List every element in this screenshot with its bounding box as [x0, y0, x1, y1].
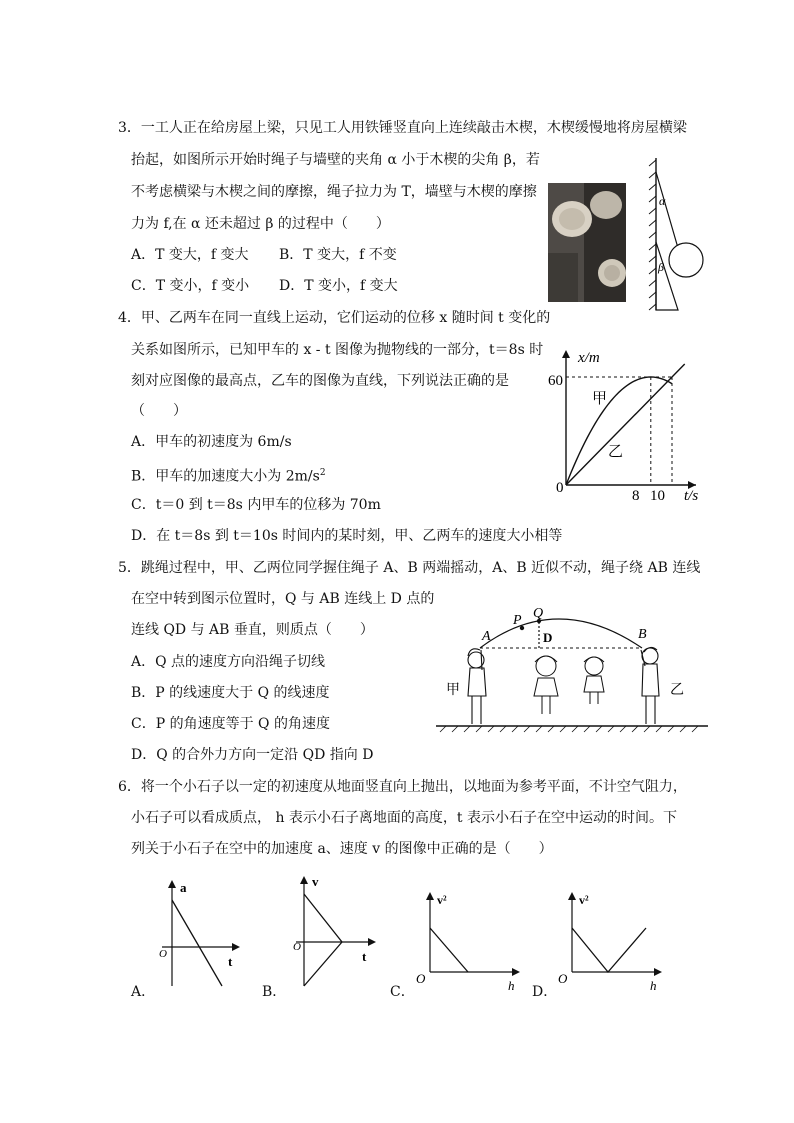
- label-yi: 乙: [670, 683, 684, 698]
- rope: [480, 619, 642, 648]
- graph-b-xlabel: t: [362, 949, 367, 964]
- x-tick-0: 0: [556, 480, 564, 496]
- q3-line3: 不考虑横梁与木楔之间的摩擦，绳子拉力为 T，墙壁与木楔的摩擦: [131, 184, 537, 200]
- q5-line3: 连线 QD 与 AB 垂直，则质点（ ）: [131, 622, 374, 638]
- x-axis-label: t/s: [684, 488, 699, 502]
- q5-option-c: C．P 的角速度等于 Q 的角速度: [131, 716, 330, 732]
- xt-chart: [546, 340, 706, 502]
- graph-d-line: [572, 928, 646, 972]
- q6-line1: 6．将一个小石子以一定的初速度从地面竖直向上抛出，以地面为参考平面，不计空气阻力，: [118, 779, 687, 795]
- girl-2: [584, 657, 604, 704]
- graph-a: [158, 872, 242, 990]
- q5-option-a: A．Q 点的速度方向沿绳子切线: [131, 654, 326, 670]
- q4-line3: 刻对应图像的最高点，乙车的图像为直线，下列说法正确的是: [131, 373, 509, 389]
- graph-c-origin: O: [416, 971, 426, 986]
- ground-hatch: [440, 726, 698, 732]
- graph-a-xlabel: t: [228, 954, 233, 969]
- graph-d: [554, 888, 666, 994]
- wedge-diagram: [640, 152, 710, 314]
- q4-option-d: D．在 t＝8s 到 t＝10s 时间内的某时刻，甲、乙两车的速度大小相等: [131, 528, 563, 544]
- graph-c: [412, 888, 524, 994]
- q3-line1: 3．一工人正在给房屋上梁，只见工人用铁锤竖直向上连续敲击木楔，木楔缓慢地将房屋横梁: [118, 120, 687, 136]
- q3-option-b: B．T 变大，f 不变: [279, 247, 397, 263]
- y-tick-60: 60: [548, 373, 563, 389]
- q6-option-d: D．: [532, 984, 558, 1000]
- graph-b: [292, 870, 380, 990]
- x-tick-10: 10: [650, 488, 665, 502]
- q4-line4: （ ）: [131, 403, 187, 419]
- graph-d-ylabel: v²: [579, 893, 589, 907]
- x-tick-8: 8: [632, 488, 640, 502]
- q3-option-a: A．T 变大，f 变大: [131, 247, 249, 263]
- q6-option-c: C．: [390, 984, 415, 1000]
- graph-b-line: [304, 894, 342, 986]
- series-yi-line: [566, 364, 685, 485]
- series-yi-label: 乙: [608, 444, 624, 460]
- graph-b-origin: O: [293, 941, 301, 953]
- q6-option-a: A．: [131, 984, 156, 1000]
- q4-line2: 关系如图所示，已知甲车的 x - t 图像为抛物线的一部分，t＝8s 时: [131, 342, 544, 358]
- label-jia: 甲: [446, 683, 460, 698]
- beta-label: β: [658, 260, 664, 274]
- graph-d-xlabel: h: [650, 978, 657, 993]
- q4-option-a: A．甲车的初速度为 6m/s: [131, 434, 292, 450]
- q5-line1: 5．跳绳过程中，甲、乙两位同学握住绳子 A、B 两端摇动，A、B 近似不动，绳子绕 AB 连线: [118, 560, 701, 576]
- label-d: D: [543, 630, 553, 645]
- q4-option-c: C．t＝0 到 t＝8s 内甲车的位移为 70m: [131, 497, 381, 513]
- q6-option-b: B．: [262, 984, 287, 1000]
- q5-option-d: D．Q 的合外力方向一定沿 QD 指向 D: [131, 747, 374, 763]
- graph-a-ylabel: a: [180, 880, 187, 895]
- label-q: Q: [533, 606, 544, 621]
- q4-option-b: B．甲车的加速度大小为 $2m/s^2$: [131, 468, 326, 485]
- graph-a-line: [172, 900, 222, 986]
- label-a: A: [482, 629, 491, 644]
- person-jia: [468, 649, 486, 724]
- series-jia-label: 甲: [592, 391, 608, 407]
- y-axis-label: x/m: [578, 350, 600, 366]
- graph-c-line: [430, 928, 468, 972]
- q3-option-d: D．T 变小，f 变大: [279, 278, 398, 294]
- q5-option-b: B．P 的线速度大于 Q 的线速度: [131, 685, 330, 701]
- q4-line1: 4．甲、乙两车在同一直线上运动，它们运动的位移 x 随时间 t 变化的: [118, 310, 551, 326]
- label-b: B: [638, 627, 647, 642]
- graph-c-xlabel: h: [508, 978, 515, 993]
- person-yi: [641, 647, 659, 724]
- graph-b-ylabel: v: [312, 874, 319, 889]
- girl-1: [534, 656, 558, 714]
- q3-line4: 力为 f,在 α 还未超过 β 的过程中（ ）: [131, 216, 390, 232]
- jump-rope-diagram: [434, 600, 710, 738]
- alpha-label: α: [659, 194, 666, 208]
- wedge-photo: [548, 183, 626, 302]
- q3-line2: 抬起，如图所示开始时绳子与墙壁的夹角 α 小于木楔的尖角 β，若: [131, 152, 540, 168]
- graph-c-ylabel: v²: [437, 893, 447, 907]
- graph-a-origin: O: [159, 948, 167, 960]
- q5-line2: 在空中转到图示位置时，Q 与 AB 连线上 D 点的: [131, 591, 435, 607]
- label-p: P: [513, 613, 522, 628]
- y-axis-arrow: [562, 350, 570, 358]
- q6-line2: 小石子可以看成质点， h 表示小石子离地面的高度，t 表示小石子在空中运动的时间。下: [131, 810, 677, 826]
- q3-option-c: C．T 变小，f 变小: [131, 278, 250, 294]
- q6-line3: 列关于小石子在空中的加速度 a、速度 v 的图像中正确的是（ ）: [131, 841, 553, 857]
- graph-d-origin: O: [558, 971, 568, 986]
